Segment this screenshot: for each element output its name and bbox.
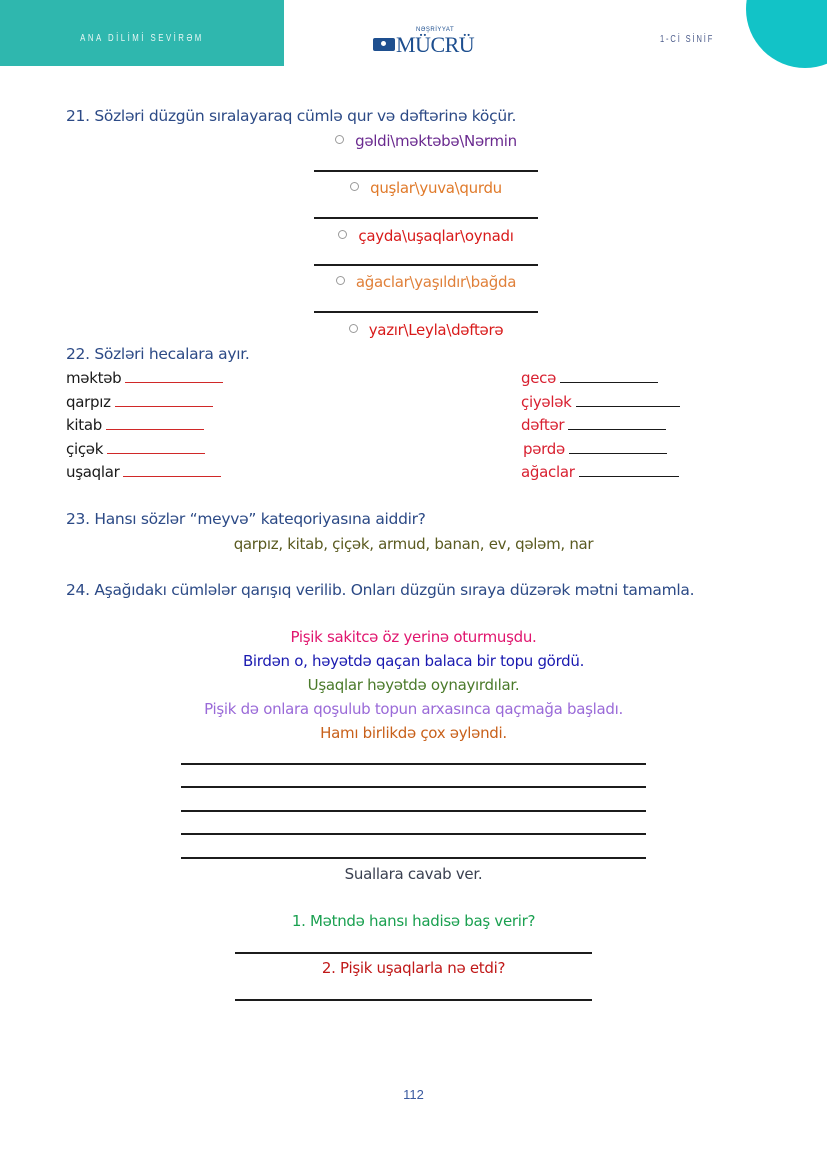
logo-camera-icon <box>373 38 395 51</box>
answer-line[interactable] <box>235 952 592 954</box>
answer-blank[interactable] <box>123 475 221 477</box>
word-text: ağaclar <box>521 463 575 481</box>
syllable-word-left <box>66 368 223 388</box>
syllable-word-left <box>66 392 213 412</box>
word-text: çiyələk <box>521 393 572 411</box>
task22-title: 22. Sözləri hecalara ayır. <box>66 345 250 363</box>
word-text: uşaqlar <box>66 463 120 481</box>
decorative-circle <box>746 0 827 68</box>
circle-bullet-icon <box>335 135 344 144</box>
syllable-word-right <box>521 462 679 482</box>
answer-blank[interactable] <box>115 405 213 407</box>
writing-line[interactable] <box>181 857 646 859</box>
answer-line[interactable] <box>314 264 538 266</box>
word-text: pərdə <box>523 440 565 458</box>
book-title: ANA DİLİMİ SEVİRƏM <box>80 33 204 44</box>
answer-line[interactable] <box>235 999 592 1001</box>
task23-word-list: qarpız, kitab, çiçək, armud, banan, ev, qələm, nar <box>233 535 594 553</box>
scrambled-sentence <box>314 272 538 292</box>
answer-line[interactable] <box>314 217 538 219</box>
answer-line[interactable] <box>314 311 538 313</box>
scrambled-sentence-text: quşlar\yuva\qurdu <box>370 179 502 197</box>
scrambled-sentence-text: yazır\Leyla\dəftərə <box>368 321 504 339</box>
scrambled-sentence <box>314 226 538 246</box>
word-text: qarpız <box>66 393 111 411</box>
questions-heading: Suallara cavab ver. <box>344 865 483 883</box>
logo-text: MÜCRÜ <box>396 32 475 57</box>
writing-line[interactable] <box>181 786 646 788</box>
scrambled-sentence-text: ağaclar\yaşıldır\bağda <box>355 273 517 291</box>
word-text: kitab <box>66 416 102 434</box>
writing-line[interactable] <box>181 833 646 835</box>
answer-line[interactable] <box>314 170 538 172</box>
syllable-word-right <box>523 439 667 459</box>
scrambled-sentence <box>314 178 538 198</box>
answer-blank[interactable] <box>107 452 205 454</box>
story-sentence: Pişik də onlara qoşulub topun arxasınca qaçmağa başladı. <box>204 700 623 718</box>
writing-line[interactable] <box>181 810 646 812</box>
story-sentence: Pişik sakitcə öz yerinə oturmuşdu. <box>290 628 537 646</box>
answer-blank[interactable] <box>568 428 666 430</box>
circle-bullet-icon <box>336 276 345 285</box>
syllable-word-right <box>521 415 666 435</box>
logo-text-stack <box>396 27 474 56</box>
answer-blank[interactable] <box>579 475 679 477</box>
syllable-word-left <box>66 462 221 482</box>
task24-title: 24. Aşağıdakı cümlələr qarışıq verilib. Onları düzgün sıraya düzərək mətni tamamla. <box>66 581 695 599</box>
answer-blank[interactable] <box>569 452 667 454</box>
comprehension-question: 2. Pişik uşaqlarla nə etdi? <box>321 959 506 977</box>
task21-title: 21. Sözləri düzgün sıralayaraq cümlə qur və dəftərinə köçür. <box>66 107 517 125</box>
answer-blank[interactable] <box>576 405 680 407</box>
task23-title: 23. Hansı sözlər “meyvə” kateqoriyasına aiddir? <box>66 510 426 528</box>
circle-bullet-icon <box>350 182 359 191</box>
publisher-logo <box>373 22 474 56</box>
scrambled-sentence <box>314 131 538 151</box>
grade-label: 1-Cİ SİNİF <box>660 34 715 45</box>
scrambled-sentence-text: çayda\uşaqlar\oynadı <box>358 227 514 245</box>
word-text: məktəb <box>66 369 122 387</box>
story-sentence: Hamı birlikdə çox əyləndi. <box>320 724 507 742</box>
word-text: çiçək <box>66 440 104 458</box>
answer-blank[interactable] <box>125 381 223 383</box>
syllable-word-right <box>521 368 658 388</box>
word-text: gecə <box>521 369 557 387</box>
story-sentence: Birdən o, həyətdə qaçan balaca bir topu gördü. <box>242 652 585 670</box>
page-number: 112 <box>403 1087 424 1102</box>
comprehension-question: 1. Mətndə hansı hadisə baş verir? <box>291 912 536 930</box>
word-text: dəftər <box>521 416 565 434</box>
scrambled-sentence-text: gəldi\məktəbə\Nərmin <box>355 132 517 150</box>
syllable-word-left <box>66 439 205 459</box>
logo-subtitle: NƏŞRİYYAT <box>416 27 455 33</box>
syllable-word-left <box>66 415 204 435</box>
circle-bullet-icon <box>338 230 347 239</box>
scrambled-sentence <box>314 320 538 340</box>
circle-bullet-icon <box>349 324 358 333</box>
writing-line[interactable] <box>181 763 646 765</box>
story-sentence: Uşaqlar həyətdə oynayırdılar. <box>307 676 520 694</box>
answer-blank[interactable] <box>106 428 204 430</box>
answer-blank[interactable] <box>560 381 658 383</box>
syllable-word-right <box>521 392 680 412</box>
